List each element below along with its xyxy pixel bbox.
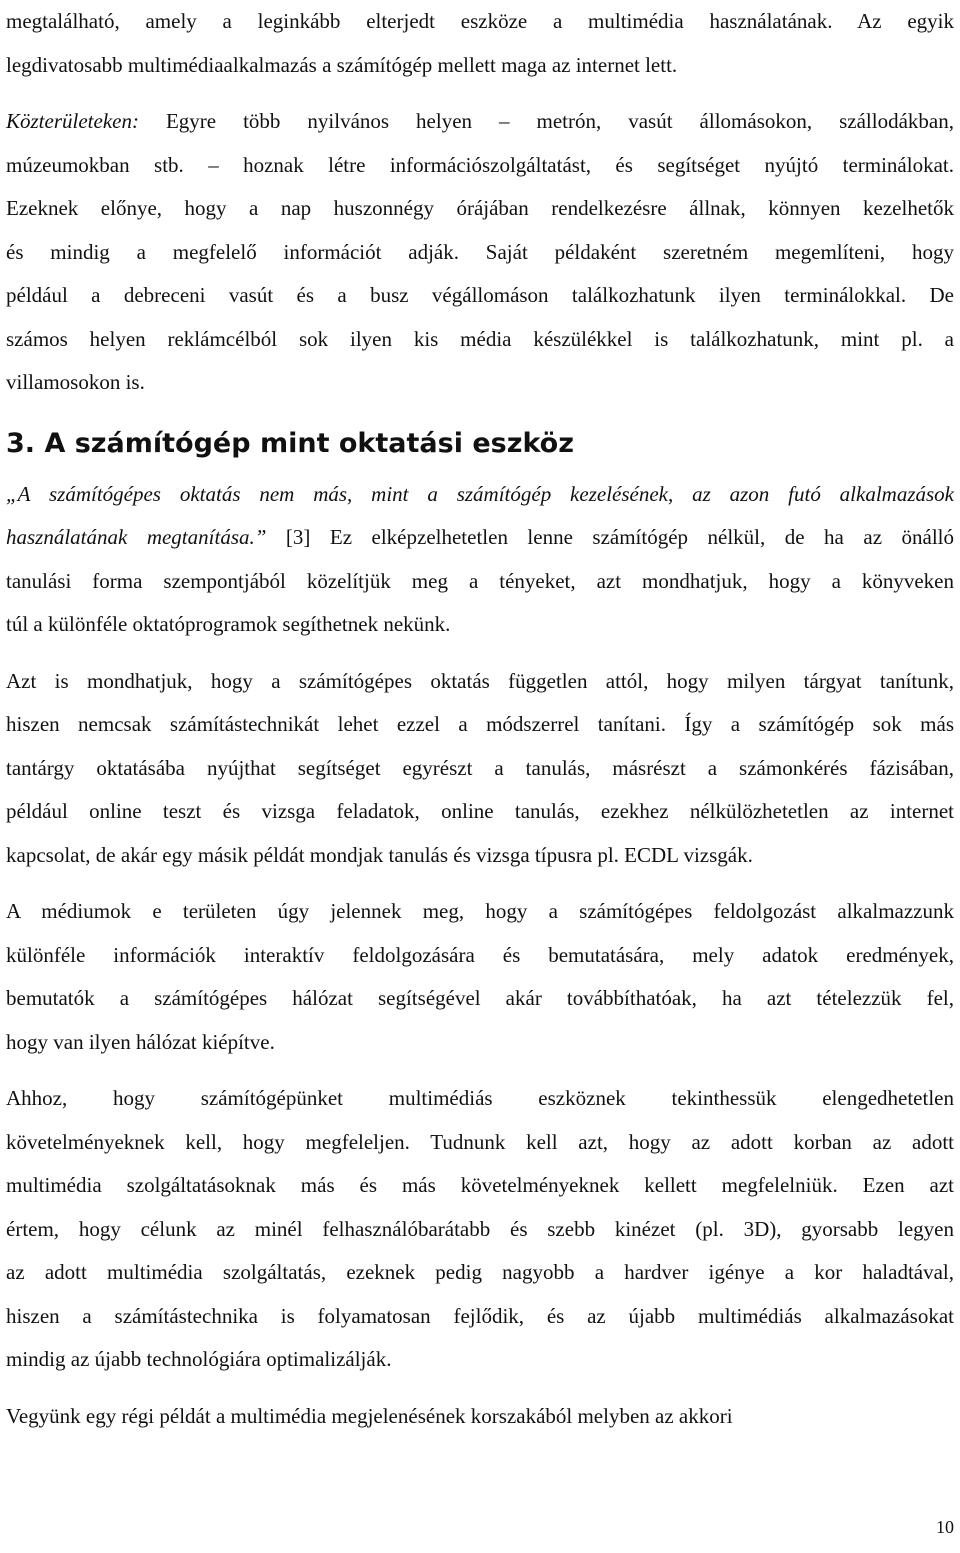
text-line: például online teszt és vizsga feladatok, online tanulás, ezekhez nélkülözhetetlen az internet [6, 799, 954, 823]
text-line: Ahhoz, hogy számítógépünket multimédiás eszköznek tekinthessük elengedhetetlen [6, 1086, 954, 1110]
paragraph-intro [6, 0, 954, 87]
paragraph-subjects [6, 660, 954, 878]
text-line: az adott multimédia szolgáltatás, ezeknek pedig nagyobb a hardver igénye a kor haladtával, [6, 1260, 954, 1284]
text-line: Azt is mondhatjuk, hogy a számítógépes oktatás független attól, hogy milyen tárgyat tanítunk, [6, 668, 954, 693]
paragraph-example [6, 1395, 954, 1439]
text-line: tantárgy oktatásába nyújthat segítséget egyrészt a tanulás, másrészt a számonkérés fázisában, [6, 755, 954, 780]
text-line: hiszen nemcsak számítástechnikát lehet ezzel a módszerrel tanítani. Így a számítógép sok más [6, 712, 954, 736]
quote-end: használatának megtanítása.” [6, 525, 267, 549]
text-line: hiszen a számítástechnika is folyamatosan fejlődik, és az újabb multimédiás alkalmazásokat [6, 1303, 954, 1328]
quote-line: „A számítógépes oktatás nem más, mint a számítógép kezelésének, az azon futó alkalmazások [6, 481, 954, 506]
text-run: [3] Ez elképzelhetetlen lenne számítógép nélkül, de ha az önálló [266, 525, 954, 549]
section-heading: 3. A számítógép mint oktatási eszköz [6, 427, 574, 459]
text-line: és mindig a megfelelő információt adják. Saját példaként szeretném megemlíteni, hogy [6, 239, 954, 264]
text-line: múzeumokban stb. – hoznak létre információszolgáltatást, és segítséget nyújtó terminálokat. [6, 152, 954, 177]
text-run: Egyre több nyilvános helyen – metrón, vasút állomásokon, szállodákban, [138, 109, 954, 133]
text-line: Ezeknek előnye, hogy a nap huszonnégy órájában rendelkezésre állnak, könnyen kezelhetők [6, 196, 954, 220]
text-line: villamosokon is. [6, 370, 145, 394]
text-line: multimédia szolgáltatásoknak más és más követelményeknek kellett megfelelniük. Ezen azt [6, 1173, 954, 1197]
text-line: legdivatosabb multimédiaalkalmazás a számítógép mellett maga az internet lett. [6, 52, 678, 77]
text-line: különféle információk interaktív feldolgozására és bemutatására, mely adatok eredmények, [6, 942, 954, 967]
paragraph-public-spaces [6, 100, 954, 405]
text-line: Vegyünk egy régi példát a multimédia megjelenésének korszakából melyben az akkori [6, 1403, 733, 1428]
text-line: megtalálható, amely a leginkább elterjedt eszköze a multimédia használatának. Az egyik [6, 9, 954, 33]
italic-lead: Közterületeken: [6, 109, 139, 133]
text-line: túl a különféle oktatóprogramok segíthetnek nekünk. [6, 612, 451, 636]
text-line [6, 100, 954, 144]
text-line [6, 516, 954, 560]
text-line: számos helyen reklámcélból sok ilyen kis média készülékkel is találkozhatunk, mint pl. a [6, 326, 954, 351]
text-line: követelményeknek kell, hogy megfeleljen. Tudnunk kell azt, hogy az adott korban az adott [6, 1129, 954, 1154]
text-line: bemutatók a számítógépes hálózat segítségével akár továbbíthatóak, ha azt tételezzük fel, [6, 986, 954, 1010]
text-line: tanulási forma szempontjából közelítjük meg a tényeket, azt mondhatjuk, hogy a könyveken [6, 568, 954, 593]
paragraph-media [6, 890, 954, 1064]
text-line: mindig az újabb technológiára optimalizálják. [6, 1347, 392, 1371]
text-line: A médiumok e területen úgy jelennek meg, hogy a számítógépes feldolgozást alkalmazzunk [6, 899, 954, 923]
page-number: 10 [936, 1517, 954, 1537]
document-page [6, 0, 954, 1438]
text-line: értem, hogy célunk az minél felhasználóbarátabb és szebb kinézet (pl. 3D), gyorsabb legyen [6, 1216, 954, 1241]
paragraph-quote [6, 473, 954, 647]
text-line: például a debreceni vasút és a busz végállomáson találkozhatunk ilyen terminálokkal. De [6, 283, 954, 307]
text-line: hogy van ilyen hálózat kiépítve. [6, 1029, 275, 1054]
paragraph-requirements [6, 1077, 954, 1382]
text-line: kapcsolat, de akár egy másik példát mondjak tanulás és vizsga típusra pl. ECDL vizsgák. [6, 842, 753, 867]
